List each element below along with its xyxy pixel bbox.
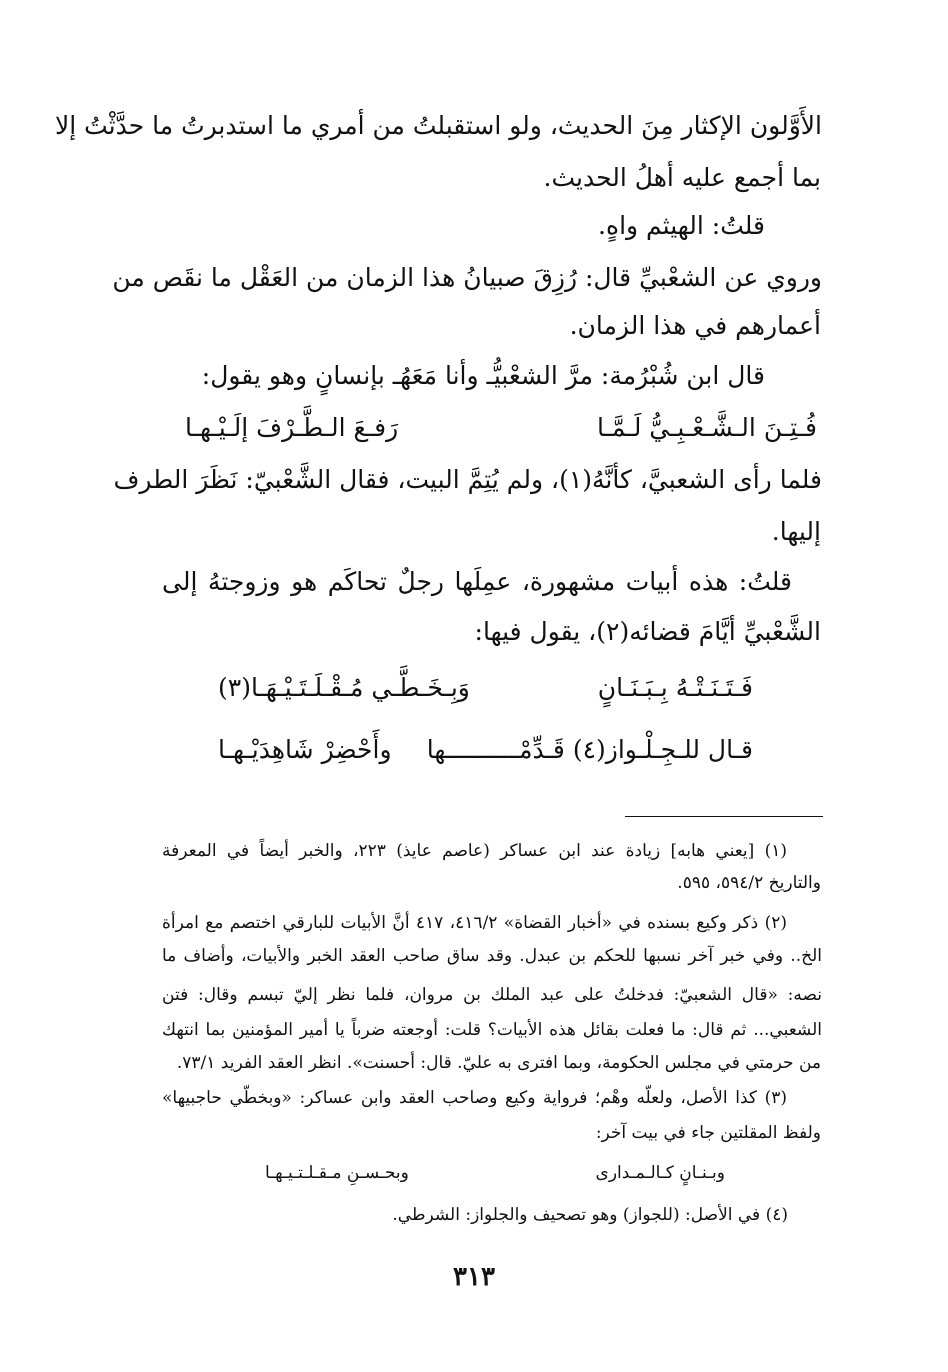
footnote-line: (٤) في الأصل: (للجواز) وهو تصحيف والجلواز: الشرطي. (392, 1205, 788, 1225)
footnote-line: من حرمتي في مجلس الحكومة، وبما افترى به عليّ. قال: أحسنت». انظر العقد الفريد ٧٣/١. (176, 1053, 821, 1073)
paragraph-line: وروي عن الشعْبيِّ قال: رُزِقَ صبيانُ هذا الزمان من العَقْل ما نقَص من (112, 263, 822, 292)
verse-hemistich: وأَحْضِرْ شَاهِدَيْـهـا (218, 735, 392, 764)
paragraph-line: قلتُ: هذه أبيات مشهورة، عمِلَها رجلٌ تحاكَم هو وزوجتهُ إلى (162, 567, 792, 596)
footnote-divider (625, 816, 823, 817)
footnote-line: الخ.. وفي خبر آخر نسبها للحكم بن عبدل. وقد ساق صاحب العقد الخبر والأبيات، وأضاف ما (162, 946, 822, 966)
footnote-line: والتاريخ ٥٩٤/٢، ٥٩٥. (677, 873, 821, 893)
paragraph-line: قلتُ: الهيثم واهٍ. (598, 211, 765, 240)
poem-verse (185, 408, 817, 448)
footnote-line: ولفظ المقلتين جاء في بيت آخر: (595, 1123, 821, 1143)
footnote-line: (٢) ذكر وكيع بسنده في «أخبار القضاة» ٤١٦/٢، ٤١٧ أنَّ الأبيات للبارقي اختصم مع امرأة (162, 913, 787, 933)
paragraph-line: بما أجمع عليه أهلُ الحديث. (543, 163, 821, 192)
verse-hemistich: فَـتَـنَـتْـهُ بِـبَـنَـانٍ (597, 673, 753, 702)
paragraph-line: فلما رأى الشعبيَّ، كأنَّهُ(١)، ولم يُتِمَّ البيت، فقال الشَّعْبيّ: نَظَرَ الطرف (113, 465, 822, 494)
footnote-line: الشعبي... ثم قال: ما فعلت بقائل هذه الأبيات؟ قلت: أوجعته ضرباً يا أمير المؤمنين بما انتهك (162, 1020, 822, 1040)
poem-verse (218, 668, 753, 708)
footnote-verse (265, 1158, 725, 1188)
footnote-line: (١) [يعني هابه] زيادة عند ابن عساكر (عاصم عايذ) ٢٢٣، والخبر أيضاً في المعرفة (162, 841, 787, 861)
paragraph-line: قال ابن شُبْرُمة: مرَّ الشعْبيُّـ وأنا مَعَهُـ بإنسانٍ وهو يقول: (201, 361, 765, 390)
verse-hemistich: قـال للـجِـلْـواز(٤) قَـدِّمْــــــــــها (426, 735, 753, 764)
footnote-line: (٣) كذا الأصل، ولعلّه وهْم؛ فرواية وكيع وصاحب العقد وابن عساكر: «وبخطّي حاجبيها» (162, 1088, 787, 1108)
verse-hemistich: فُـتِـنَ الـشَّـعْـبِـيُّ لَـمَّـا (596, 413, 817, 442)
paragraph-line: إليها. (771, 517, 821, 546)
paragraph-line: الأَوَّلون الإكثار مِنَ الحديث، ولو استقبلتُ من أمري ما استدبرتُ ما حدَّثْتُ إلا (54, 111, 822, 140)
footnote-line: نصه: «قال الشعبيّ: فدخلتُ على عبد الملك بن مروان، فلما نظر إليّ تبسم وقال: فتن (162, 985, 822, 1005)
verse-hemistich: رَفـعَ الـطَّـرْفَ إلَـيْـهـا (185, 413, 399, 442)
verse-hemistich: وبـنـانٍ كـالـمـدارى (595, 1163, 725, 1183)
page-number: ٣١٣ (453, 1262, 495, 1292)
paragraph-line: الشَّعْبيِّ أيَّامَ قضائه(٢)، يقول فيها: (474, 617, 821, 646)
verse-hemistich: وبحـسـنِ مـقـلـتـيـهـا (265, 1163, 409, 1183)
poem-verse (218, 730, 753, 770)
verse-hemistich: وَبِـخَـطَّـي مُـقْـلَـتَـيْـهَـا(٣) (218, 673, 470, 702)
paragraph-line: أعمارهم في هذا الزمان. (569, 311, 821, 340)
